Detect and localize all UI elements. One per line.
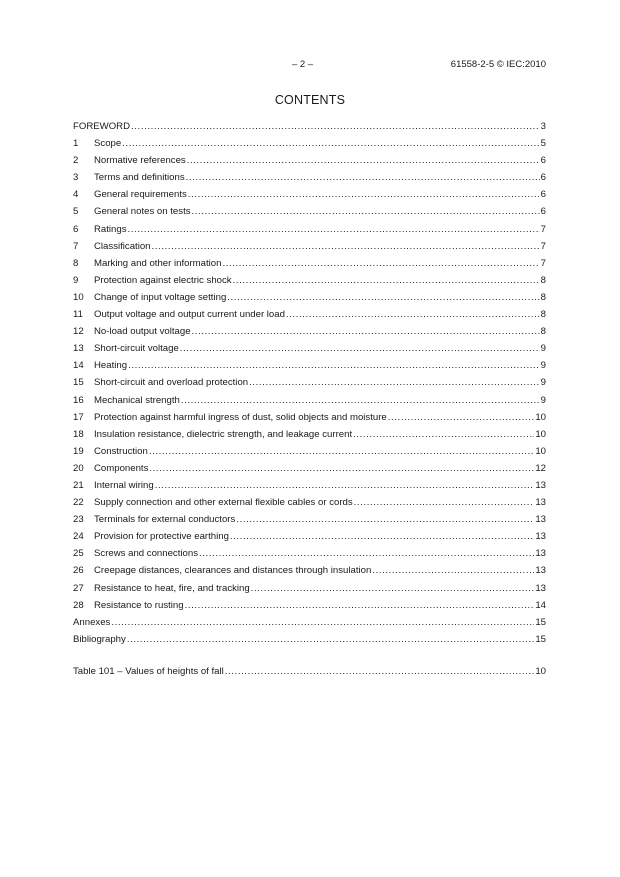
list-of-tables	[73, 663, 546, 680]
dot-leader	[192, 323, 540, 340]
toc-entry[interactable]	[73, 323, 546, 340]
toc-entry-number: 6	[73, 223, 79, 235]
toc-entry[interactable]	[73, 528, 546, 545]
toc-entry-label: Internal wiring	[94, 479, 154, 491]
toc-entry-page: 8	[540, 274, 546, 286]
toc-entry-label: Protection against electric shock	[94, 274, 232, 286]
dot-leader	[155, 477, 535, 494]
page-header	[0, 59, 620, 73]
toc-entry-label: Components	[94, 462, 149, 474]
toc-entry-label: Insulation resistance, dielectric strength, and leakage current	[94, 428, 353, 440]
toc-entry[interactable]	[73, 614, 546, 631]
toc-entry-page: 6	[540, 189, 546, 201]
toc-entry-page: 9	[540, 377, 546, 389]
toc-entry-number: 5	[73, 206, 79, 218]
toc-entry-label: General notes on tests	[94, 206, 191, 218]
toc-entry-label: Normative references	[94, 155, 186, 167]
toc-entry-number: 26	[73, 565, 84, 577]
toc-entry[interactable]	[73, 392, 546, 409]
toc-entry-page: 6	[540, 172, 546, 184]
toc-entry-page: 7	[540, 257, 546, 269]
toc-entry-page: 12	[535, 462, 546, 474]
toc-entry-label: Provision for protective earthing	[94, 531, 229, 543]
toc-entry-label: Supply connection and other external flexible cables or cords	[94, 497, 353, 509]
toc-entry-number: 8	[73, 257, 79, 269]
dot-leader	[181, 392, 540, 409]
toc-entry[interactable]	[73, 460, 546, 477]
toc-entry-number: 18	[73, 428, 84, 440]
toc-entry-page: 13	[535, 497, 546, 509]
toc-entry-number: 22	[73, 497, 84, 509]
dot-leader	[354, 494, 535, 511]
toc-entry[interactable]	[73, 511, 546, 528]
toc-entry[interactable]	[73, 289, 546, 306]
toc-entry-label: Change of input voltage setting	[94, 291, 227, 303]
dot-leader	[188, 186, 540, 203]
dot-leader	[227, 289, 539, 306]
toc-entry-label: FOREWORD	[73, 121, 131, 132]
toc-entry[interactable]	[73, 580, 546, 597]
toc-entry-number: 1	[73, 138, 79, 150]
dot-leader	[180, 340, 540, 357]
dot-leader	[372, 562, 534, 579]
toc-entry-number: 23	[73, 514, 84, 526]
toc-entry[interactable]	[73, 443, 546, 460]
toc-entry[interactable]	[73, 597, 546, 614]
toc-entry-page: 7	[540, 240, 546, 252]
toc-entry-page: 7	[540, 223, 546, 235]
toc-entry[interactable]	[73, 545, 546, 562]
dot-leader	[149, 460, 534, 477]
toc-entry[interactable]	[73, 255, 546, 272]
dot-leader	[388, 409, 535, 426]
dot-leader	[128, 221, 540, 238]
toc-entry-label: Scope	[94, 138, 122, 150]
toc-entry-page: 13	[535, 565, 546, 577]
toc-entry[interactable]	[73, 374, 546, 391]
toc-entry[interactable]	[73, 340, 546, 357]
dot-leader	[222, 255, 539, 272]
toc-entry-page: 10	[535, 411, 546, 423]
toc-entry-label: Screws and connections	[94, 548, 198, 560]
toc-entry-page: 15	[535, 633, 546, 645]
toc-entry-number: 12	[73, 326, 84, 338]
toc-entry-page: 8	[540, 326, 546, 338]
toc-entry[interactable]	[73, 238, 546, 255]
toc-entry-label: No-load output voltage	[94, 326, 191, 338]
dot-leader	[199, 545, 534, 562]
dot-leader	[353, 426, 534, 443]
toc-entry-number: 20	[73, 462, 84, 474]
toc-entry[interactable]	[73, 663, 546, 680]
toc-entry-page: 13	[535, 479, 546, 491]
toc-entry[interactable]	[73, 169, 546, 186]
toc-entry-label: Mechanical strength	[94, 394, 180, 406]
toc-entry-label: Short-circuit voltage	[94, 343, 179, 355]
toc-entry-label: Construction	[94, 445, 148, 457]
dot-leader	[187, 152, 540, 169]
toc-entry-number: 25	[73, 548, 84, 560]
document-reference: 61558-2-5 © IEC:2010	[450, 59, 546, 70]
toc-entry[interactable]	[73, 221, 546, 238]
dot-leader	[230, 528, 534, 545]
toc-entry-page: 13	[535, 531, 546, 543]
toc-entry-page: 13	[535, 582, 546, 594]
toc-entry-label: Resistance to rusting	[94, 599, 184, 611]
dot-leader	[131, 118, 540, 135]
toc-entry-label: Bibliography	[73, 633, 126, 645]
dot-leader	[251, 580, 535, 597]
toc-entry-page: 13	[535, 514, 546, 526]
contents-title: CONTENTS	[274, 93, 346, 107]
toc-entry-number: 4	[73, 189, 79, 201]
toc-entry-page: 8	[540, 291, 546, 303]
toc-entry-label: Output voltage and output current under load	[94, 309, 285, 321]
toc-entry-page: 15	[535, 616, 546, 628]
toc-entry-number: 2	[73, 155, 79, 167]
table-of-contents	[73, 118, 546, 648]
toc-entry-label: Classification	[94, 240, 151, 252]
toc-entry-label: Table 101 – Values of heights of fall	[73, 666, 224, 677]
toc-entry-page: 13	[535, 548, 546, 560]
dot-leader	[249, 374, 540, 391]
toc-entry-label: Protection against harmful ingress of dust, solid objects and moisture	[94, 411, 387, 423]
toc-entry-page: 3	[540, 121, 546, 132]
toc-entry-number: 15	[73, 377, 84, 389]
toc-entry[interactable]	[73, 494, 546, 511]
toc-entry-number: 10	[73, 291, 84, 303]
toc-entry-page: 9	[540, 394, 546, 406]
toc-entry[interactable]	[73, 477, 546, 494]
dot-leader	[127, 631, 535, 648]
toc-entry-number: 7	[73, 240, 79, 252]
toc-entry-number: 21	[73, 479, 84, 491]
toc-entry-label: Marking and other information	[94, 257, 222, 269]
toc-entry-page: 10	[535, 666, 546, 677]
toc-entry-number: 11	[73, 309, 83, 321]
toc-entry[interactable]	[73, 203, 546, 220]
toc-entry-page: 6	[540, 155, 546, 167]
dot-leader	[192, 203, 540, 220]
toc-entry-page: 8	[540, 309, 546, 321]
toc-entry[interactable]	[73, 118, 546, 135]
toc-entry-page: 14	[535, 599, 546, 611]
toc-entry-label: Heating	[94, 360, 128, 372]
toc-entry-label: General requirements	[94, 189, 187, 201]
dot-leader	[152, 238, 540, 255]
toc-entry[interactable]	[73, 306, 546, 323]
dot-leader	[185, 597, 535, 614]
toc-entry-number: 13	[73, 343, 84, 355]
toc-entry-label: Resistance to heat, fire, and tracking	[94, 582, 250, 594]
dot-leader	[286, 306, 540, 323]
toc-entry-number: 19	[73, 445, 84, 457]
toc-entry-label: Annexes	[73, 616, 111, 628]
toc-entry-number: 28	[73, 599, 84, 611]
toc-entry-page: 9	[540, 360, 546, 372]
toc-entry-number: 27	[73, 582, 84, 594]
toc-entry-number: 3	[73, 172, 79, 184]
toc-entry-page: 10	[535, 445, 546, 457]
toc-entry-label: Creepage distances, clearances and distances through insulation	[94, 565, 372, 577]
toc-entry[interactable]	[73, 357, 546, 374]
toc-entry-page: 9	[540, 343, 546, 355]
dot-leader	[111, 614, 534, 631]
toc-entry-number: 24	[73, 531, 84, 543]
toc-entry[interactable]	[73, 562, 546, 579]
dot-leader	[233, 272, 540, 289]
page-number: – 2 –	[292, 59, 314, 70]
toc-entry[interactable]	[73, 135, 546, 152]
dot-leader	[149, 443, 534, 460]
toc-entry-label: Short-circuit and overload protection	[94, 377, 249, 389]
toc-entry[interactable]	[73, 631, 546, 648]
dot-leader	[236, 511, 534, 528]
toc-entry-label: Ratings	[94, 223, 127, 235]
toc-entry[interactable]	[73, 186, 546, 203]
dot-leader	[225, 663, 535, 680]
toc-entry-page: 5	[540, 138, 546, 150]
toc-entry[interactable]	[73, 426, 546, 443]
toc-entry-number: 16	[73, 394, 84, 406]
toc-entry-number: 14	[73, 360, 84, 372]
toc-entry-page: 10	[535, 428, 546, 440]
toc-entry[interactable]	[73, 272, 546, 289]
toc-entry-number: 17	[73, 411, 84, 423]
dot-leader	[128, 357, 540, 374]
dot-leader	[122, 135, 539, 152]
toc-entry-page: 6	[540, 206, 546, 218]
dot-leader	[186, 169, 540, 186]
toc-entry[interactable]	[73, 152, 546, 169]
toc-entry-label: Terms and definitions	[94, 172, 185, 184]
toc-entry-number: 9	[73, 274, 79, 286]
toc-entry[interactable]	[73, 409, 546, 426]
toc-entry-label: Terminals for external conductors	[94, 514, 236, 526]
